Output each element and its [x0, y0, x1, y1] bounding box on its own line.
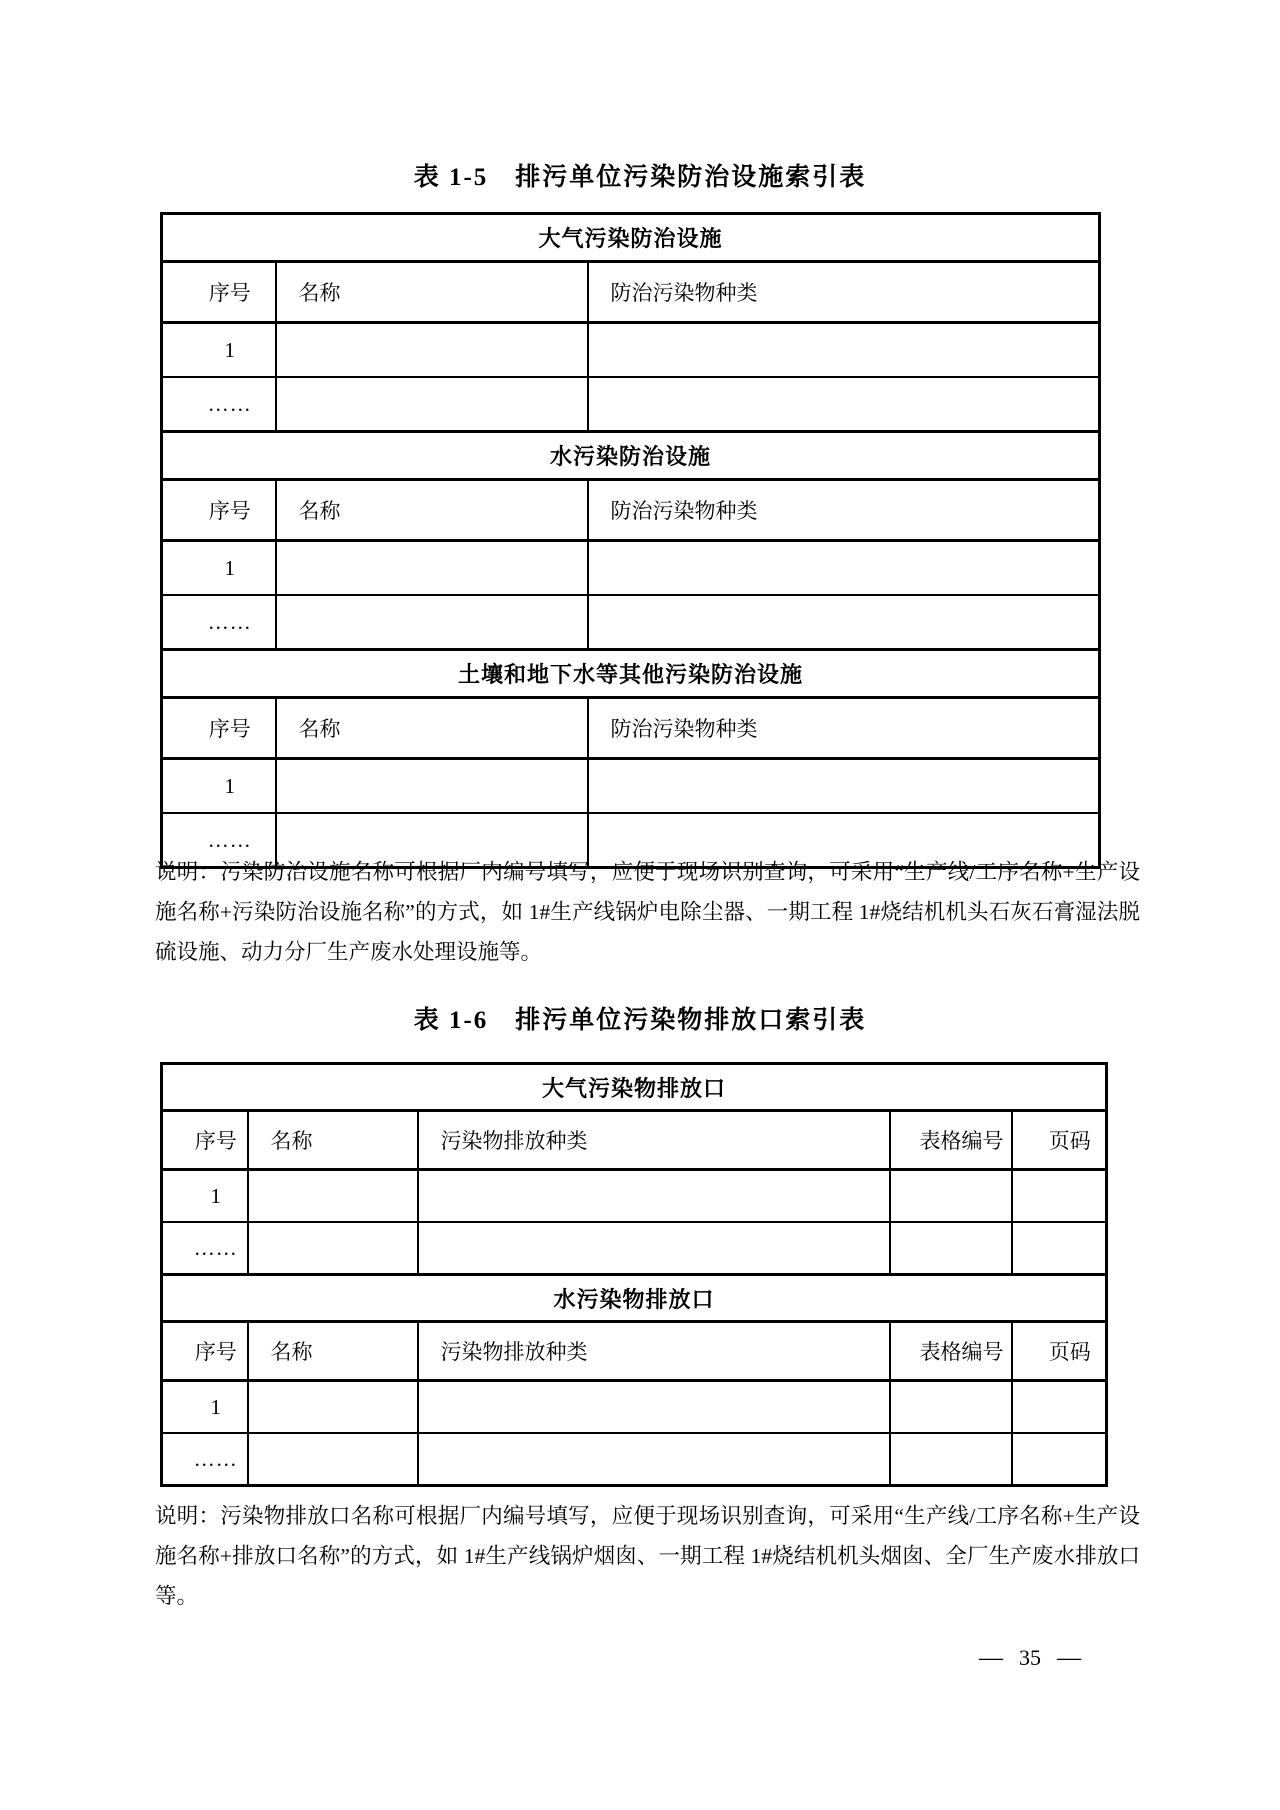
row-number-cell: 1	[162, 1381, 248, 1434]
table-1-5-title: 表 1-5 排污单位污染防治设施索引表	[413, 164, 867, 191]
empty-cell	[248, 1381, 418, 1434]
column-header-type: 防治污染物种类	[588, 262, 1100, 323]
column-header-no: 序号	[162, 1111, 248, 1170]
table-row	[162, 1170, 1107, 1223]
empty-cell	[418, 1222, 890, 1275]
empty-cell	[588, 377, 1100, 432]
column-header-name: 名称	[248, 1322, 418, 1381]
empty-cell	[1012, 1170, 1107, 1223]
table-row	[162, 1222, 1107, 1275]
table-row	[162, 759, 1100, 814]
empty-cell	[890, 1381, 1012, 1434]
column-header-page: 页码	[1012, 1322, 1107, 1381]
empty-cell	[248, 1433, 418, 1486]
column-header-no: 序号	[162, 480, 276, 541]
empty-cell	[588, 541, 1100, 596]
empty-cell	[588, 595, 1100, 650]
empty-cell	[418, 1433, 890, 1486]
empty-cell	[588, 323, 1100, 378]
empty-cell	[276, 377, 588, 432]
table-1-5-note: 说明：污染防治设施名称可根据厂内编号填写，应便于现场识别查询，可采用“生产线/工序名称+生产设施名称+污染防治设施名称”的方式，如 1#生产线锅炉电除尘器、一期工程 1#烧结机机头石灰石膏湿法脱硫设施、动力分厂生产废水处理设施等。	[155, 860, 1140, 964]
empty-cell	[418, 1170, 890, 1223]
column-header-no: 序号	[162, 698, 276, 759]
row-number-cell: 1	[162, 323, 276, 378]
table-row	[162, 541, 1100, 596]
table-row	[162, 1064, 1107, 1111]
empty-cell	[418, 1381, 890, 1434]
table-1-6-note: 说明：污染物排放口名称可根据厂内编号填写，应便于现场识别查询，可采用“生产线/工序名称+生产设施名称+排放口名称”的方式，如 1#生产线锅炉烟囱、一期工程 1#烧结机机头烟囱、全厂生产废水排放口等。	[155, 1504, 1140, 1608]
table-row	[162, 262, 1100, 323]
page-number: 35	[1019, 1645, 1041, 1670]
footer-dash-right: —	[1057, 1644, 1081, 1671]
table-1-6	[160, 1062, 1108, 1487]
column-header-type: 防治污染物种类	[588, 698, 1100, 759]
empty-cell	[890, 1222, 1012, 1275]
section-header-soil-groundwater-facilities: 土壤和地下水等其他污染防治设施	[162, 650, 1100, 698]
table-row	[162, 1322, 1107, 1381]
row-ellipsis-cell: ……	[162, 595, 276, 650]
footer-dash-left: —	[979, 1644, 1003, 1671]
row-number-cell: 1	[162, 541, 276, 596]
table-row	[162, 1433, 1107, 1486]
column-header-name: 名称	[276, 698, 588, 759]
section-header-water-facilities: 水污染防治设施	[162, 432, 1100, 480]
column-header-page: 页码	[1012, 1111, 1107, 1170]
empty-cell	[276, 323, 588, 378]
row-ellipsis-cell: ……	[162, 813, 276, 868]
table-row	[162, 480, 1100, 541]
column-header-no: 序号	[162, 262, 276, 323]
empty-cell	[890, 1433, 1012, 1486]
row-number-cell: 1	[162, 759, 276, 814]
table-1-5	[160, 212, 1101, 869]
section-header-air-facilities: 大气污染防治设施	[162, 214, 1100, 262]
table-1-6-title: 表 1-6 排污单位污染物排放口索引表	[413, 1007, 867, 1034]
column-header-type: 污染物排放种类	[418, 1111, 890, 1170]
empty-cell	[1012, 1222, 1107, 1275]
row-ellipsis-cell: ……	[162, 1222, 248, 1275]
column-header-name: 名称	[248, 1111, 418, 1170]
column-header-table-no: 表格编号	[890, 1322, 1012, 1381]
table-row	[162, 650, 1100, 698]
table-row	[162, 1381, 1107, 1434]
empty-cell	[890, 1170, 1012, 1223]
row-ellipsis-cell: ……	[162, 377, 276, 432]
empty-cell	[1012, 1381, 1107, 1434]
empty-cell	[248, 1170, 418, 1223]
column-header-name: 名称	[276, 480, 588, 541]
column-header-type: 防治污染物种类	[588, 480, 1100, 541]
empty-cell	[276, 759, 588, 814]
empty-cell	[276, 541, 588, 596]
table-row	[162, 323, 1100, 378]
empty-cell	[1012, 1433, 1107, 1486]
row-number-cell: 1	[162, 1170, 248, 1223]
table-row	[162, 377, 1100, 432]
table-row	[162, 1111, 1107, 1170]
column-header-table-no: 表格编号	[890, 1111, 1012, 1170]
table-row	[162, 698, 1100, 759]
empty-cell	[276, 595, 588, 650]
column-header-name: 名称	[276, 262, 588, 323]
column-header-no: 序号	[162, 1322, 248, 1381]
empty-cell	[248, 1222, 418, 1275]
table-row	[162, 432, 1100, 480]
page-footer	[950, 1640, 1110, 1676]
row-ellipsis-cell: ……	[162, 1433, 248, 1486]
empty-cell	[588, 759, 1100, 814]
column-header-type: 污染物排放种类	[418, 1322, 890, 1381]
section-header-air-outlets: 大气污染物排放口	[162, 1064, 1107, 1111]
table-row	[162, 214, 1100, 262]
table-row	[162, 1275, 1107, 1322]
section-header-water-outlets: 水污染物排放口	[162, 1275, 1107, 1322]
table-row	[162, 595, 1100, 650]
